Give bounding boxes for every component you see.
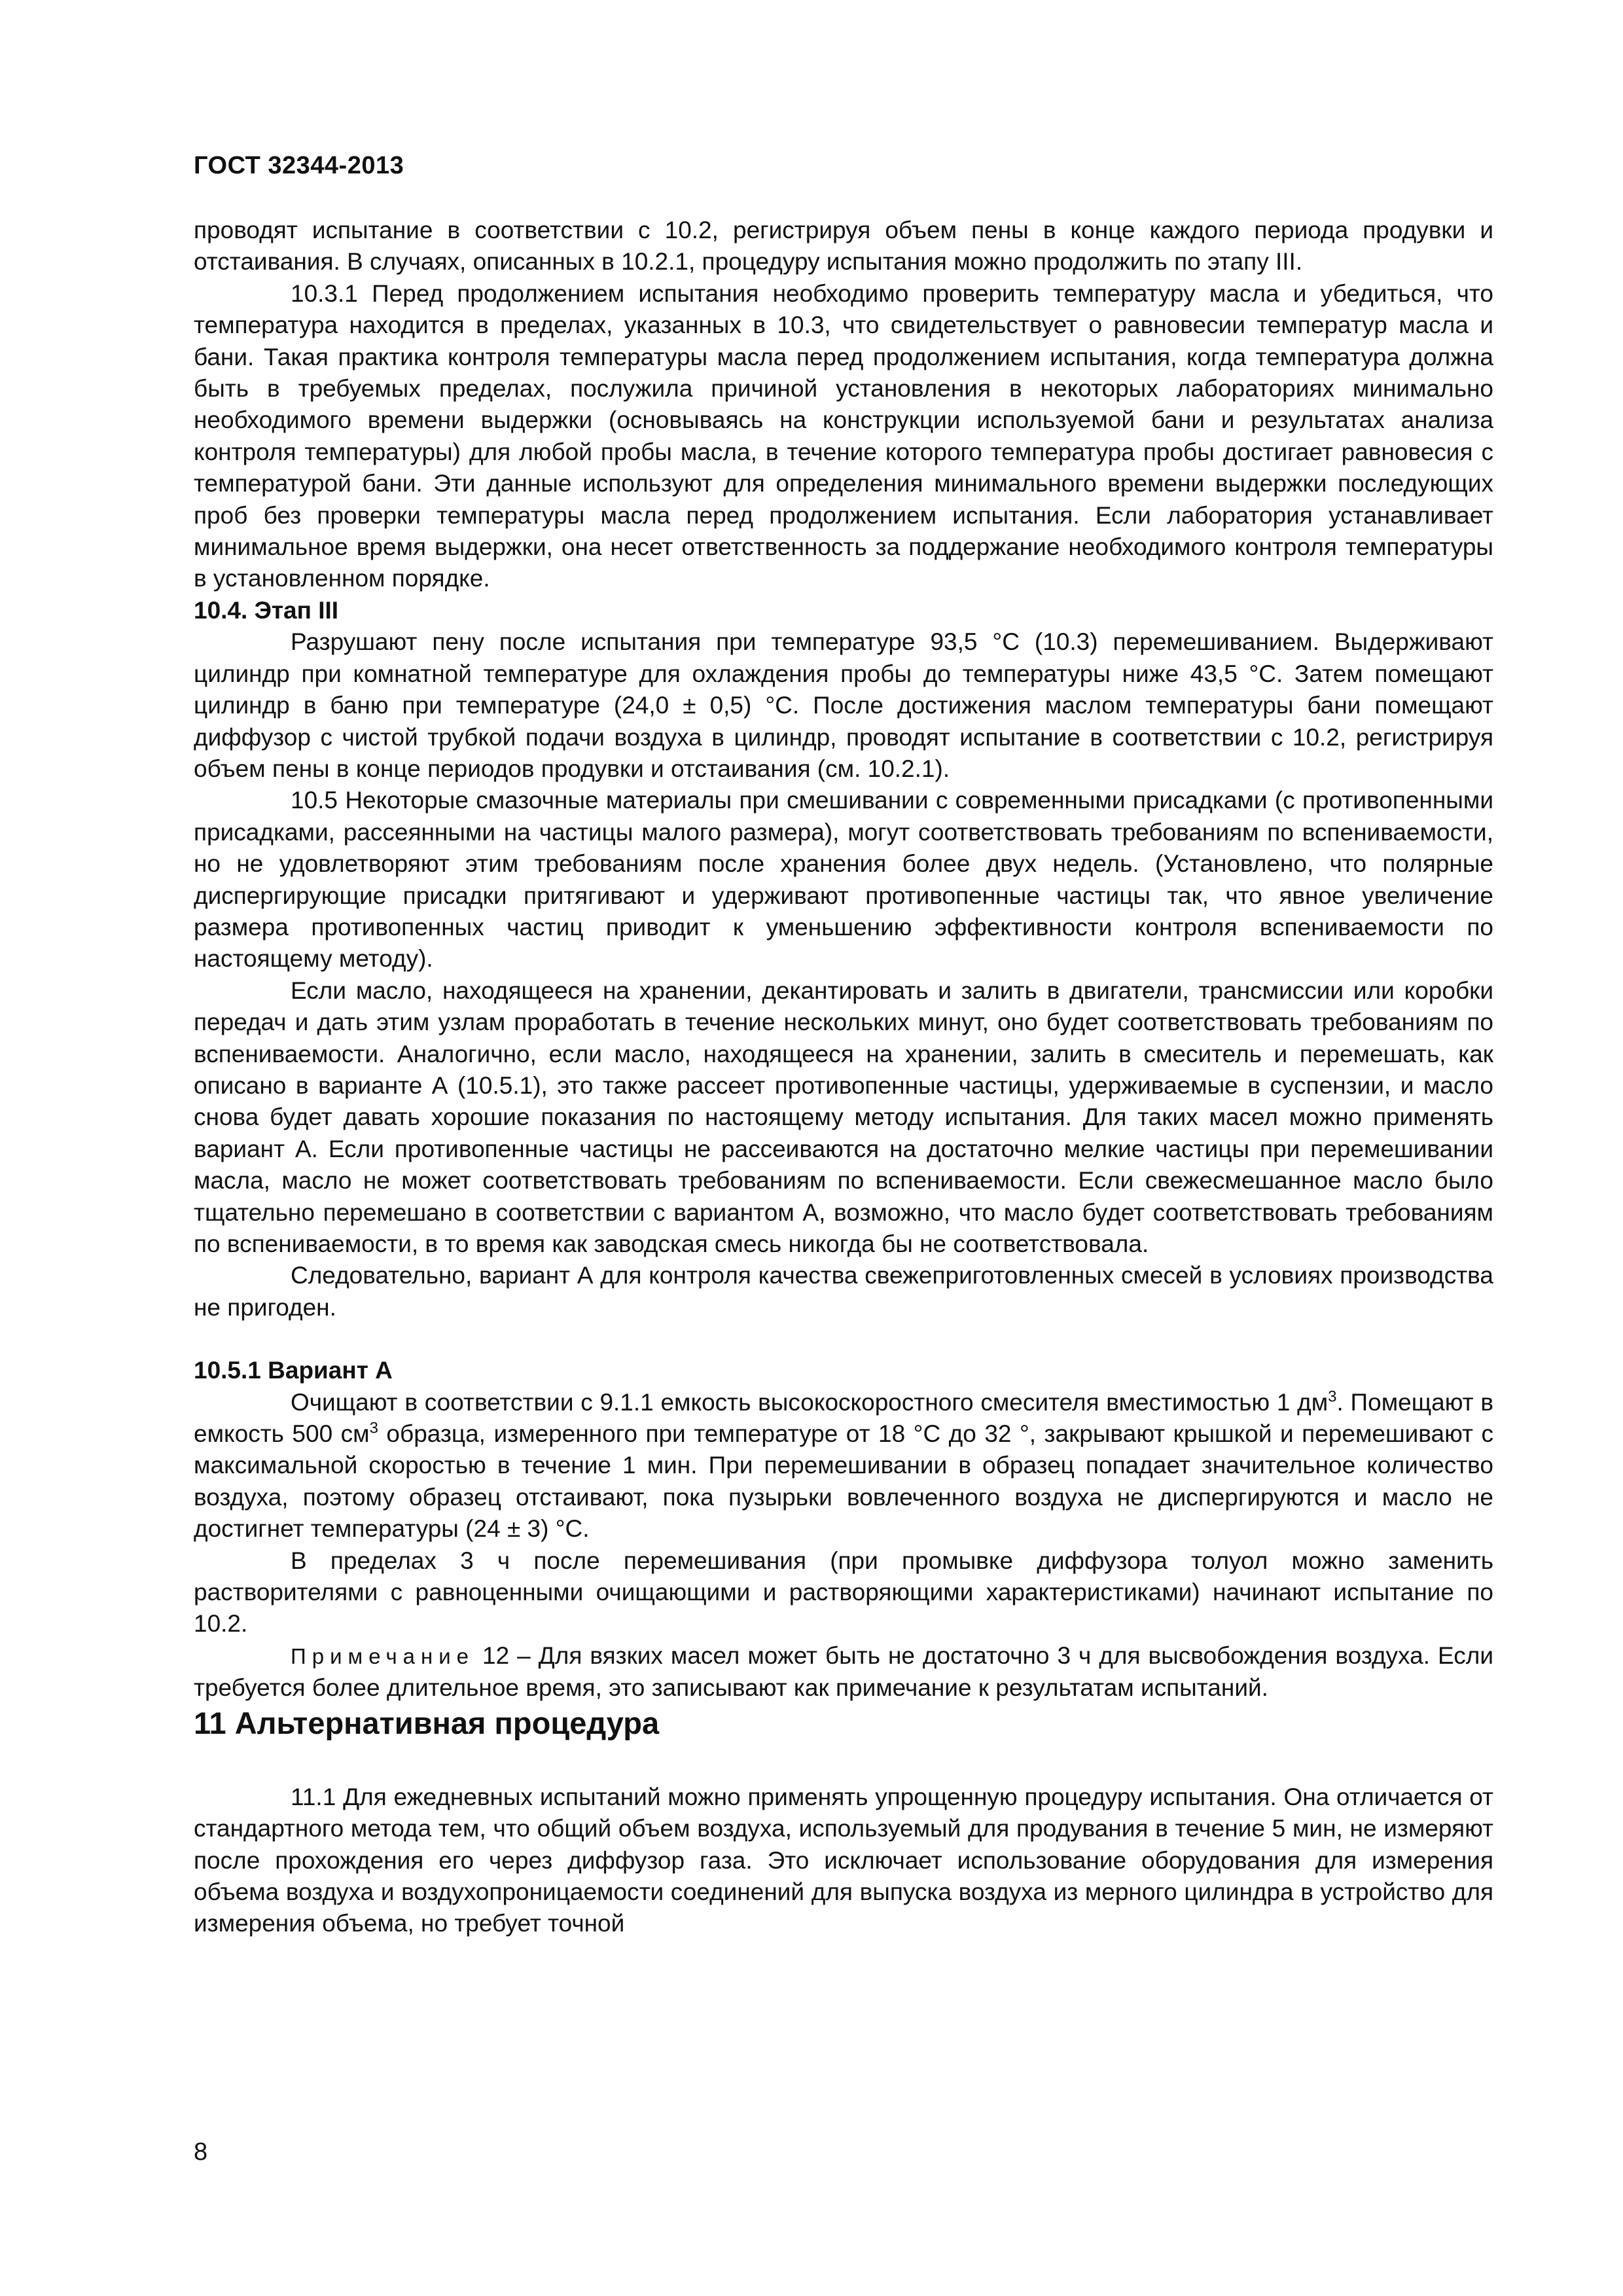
paragraph-within-3h: В пределах 3 ч после перемешивания (при промывке диффузора толуол можно заменить растворителями с равноценными очищающими и растворяющими характеристиками) начинают испытание по 10.2.: [194, 1547, 1493, 1638]
variant-a-text-3: образца, измеренного при температуре от 18 °С до 32 °, закрывают крышкой и перемешивают с максимальной скоростью в течение 1 мин. При перемешивании в образец попадает значительное количество воздуха, поэтому образец отстаивают, пока пузырьки вовлеченного воздуха не диспергируются и масло не достигнет температуры (24 ± 3) °С.: [194, 1420, 1493, 1543]
paragraph-10-5: 10.5 Некоторые смазочные материалы при смешивании с современными присадками (с противопенными присадками, рассеянными на частицы малого размера), могут соответствовать требованиям по вспениваемости, но не удовлетворяют этим требованиям после хранения более двух недель. (Установлено, что полярные диспергирующие присадки притягивают и удерживают противопенные частицы так, что явное увеличение размера противопенных частиц приводит к уменьшению эффективности контроля вспениваемости по настоящему методу).: [194, 787, 1493, 973]
standard-header: ГОСТ 32344-2013: [194, 152, 404, 179]
note-label: Примечание: [291, 1643, 475, 1668]
paragraph-storage: Если масло, находящееся на хранении, декантировать и залить в двигатели, трансмиссии или коробки передач и дать этим узлам проработать в течение нескольких минут, оно будет соответствовать требованиям по вспениваемости. Аналогично, если масло, находящееся на хранении, залить в смеситель и перемешать, как описано в варианте А (10.5.1), это также рассеет противопенные частицы, удерживаемые в суспензии, и масло снова будет давать хорошие показания по настоящему методу испытания. Для таких масел можно применять вариант А. Если противопенные частицы не рассеиваются на достаточно мелкие частицы при перемешивании масла, масло не может соответствовать требованиям по вспениваемости. Если свежесмешанное масло было тщательно перемешано в соответствии с вариантом А, возможно, что масло будет соответствовать требованиям по вспениваемости, в то время как заводская смесь никогда бы не соответствовала.: [194, 977, 1493, 1257]
paragraph-10-3-1: 10.3.1 Перед продолжением испытания необходимо проверить температуру масла и убедиться, что температура находится в пределах, указанных в 10.3, что свидетельствует о равновесии температур масла и бани. Такая практика контроля температуры масла перед продолжением испытания, когда температура должна быть в требуемых пределах, послужила причиной установления в некоторых лабораториях минимально необходимого времени выдержки (основываясь на конструкции используемой бани и результатах анализа контроля температуры) для любой пробы масла, в течение которого температура пробы достигает равновесия с температурой бани. Эти данные используют для определения минимального времени выдержки последующих проб без проверки температуры масла перед продолжением испытания. Если лаборатория устанавливает минимальное время выдержки, она несет ответственность за поддержание необходимого контроля температуры в установленном порядке.: [194, 279, 1493, 592]
variant-a-text-2: . Помещают в емкость 500 см: [194, 1388, 1493, 1448]
variant-a-text-1: Очищают в соответствии с 9.1.1 емкость высокоскоростного смесителя вместимостью 1 дм: [291, 1388, 1329, 1416]
paragraph-conclusion: Следовательно, вариант А для контроля качества свежеприготовленных смесей в условиях производства не пригоден.: [194, 1262, 1493, 1321]
paragraph-11-1: 11.1 Для ежедневных испытаний можно применять упрощенную процедуру испытания. Она отличается от стандартного метода тем, что общий объем воздуха, используемый для продувания в течение 5 мин, не измеряют после прохождения его через диффузор газа. Это исключает использование оборудования для измерения объема воздуха и воздухопроницаемости соединений для выпуска воздуха из мерного цилиндра в устройство для измерения объема, но требует точной: [194, 1783, 1493, 1937]
note-text: 12 – Для вязких масел может быть не достаточно 3 ч для высвобождения воздуха. Если требуется более длительное время, это записывают как примечание к результатам испытаний.: [194, 1641, 1493, 1702]
page-number: 8: [194, 2138, 208, 2166]
paragraph-continuation: проводят испытание в соответствии с 10.2, регистрируя объем пены в конце каждого периода продувки и отстаивания. В случаях, описанных в 10.2.1, процедуру испытания можно продолжить по этапу III.: [194, 217, 1493, 276]
heading-10-5-1: 10.5.1 Вариант А: [194, 1357, 393, 1384]
heading-section-11: 11 Альтернативная процедура: [194, 1705, 660, 1740]
page-content: [194, 215, 1493, 1940]
note-12: [194, 1640, 1493, 1704]
paragraph-stage-3: Разрушают пену после испытания при температуре 93,5 °С (10.3) перемешиванием. Выдерживают цилиндр при комнатной температуре для охлаждения пробы до температуры ниже 43,5 °С. Затем помещают цилиндр в баню при температуре (24,0 ± 0,5) °С. После достижения маслом температуры бани помещают диффузор с чистой трубкой подачи воздуха в цилиндр, проводят испытание в соответствии с 10.2, регистрируя объем пены в конце периодов продувки и отстаивания (см. 10.2.1).: [194, 628, 1493, 782]
superscript-cubic-2: 3: [369, 1419, 378, 1437]
paragraph-variant-a: [194, 1387, 1493, 1545]
superscript-cubic-1: 3: [1328, 1388, 1337, 1406]
heading-10-4: 10.4. Этап III: [194, 596, 339, 624]
